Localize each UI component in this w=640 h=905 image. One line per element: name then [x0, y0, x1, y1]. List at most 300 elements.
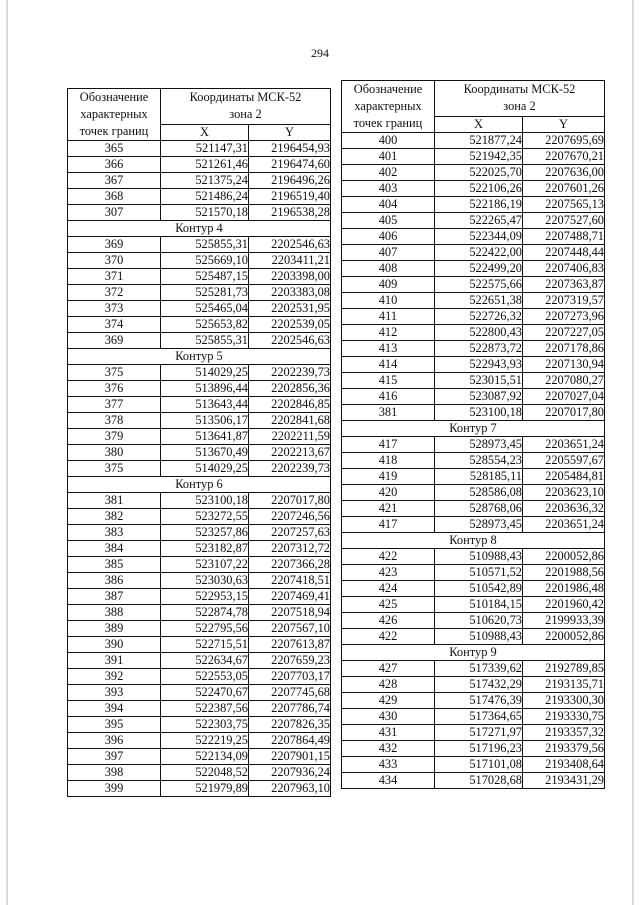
table-row: [342, 373, 605, 389]
table-row: [342, 693, 605, 709]
table-row: [68, 445, 331, 461]
coord-y: 2203398,00: [249, 269, 331, 285]
point-id: 410: [342, 293, 435, 309]
point-id: 365: [68, 141, 161, 157]
coord-y: 2196474,60: [249, 157, 331, 173]
coord-x: 510542,89: [435, 581, 523, 597]
coord-y: 2207745,68: [249, 685, 331, 701]
coord-x: 522943,93: [435, 357, 523, 373]
table-row: [342, 565, 605, 581]
point-id: 373: [68, 301, 161, 317]
coord-y: 2207130,94: [523, 357, 605, 373]
table-row: [68, 205, 331, 221]
contour-row: [342, 533, 605, 549]
header-label-line-3: точек границ: [353, 116, 423, 130]
table-row: [68, 253, 331, 269]
header-point-label: [342, 81, 435, 133]
table-row: [68, 269, 331, 285]
coord-y: 2201988,56: [523, 565, 605, 581]
point-id: 383: [68, 525, 161, 541]
point-id: 376: [68, 381, 161, 397]
coord-y: 2207448,44: [523, 245, 605, 261]
coord-y: 2201960,42: [523, 597, 605, 613]
point-id: 401: [342, 149, 435, 165]
table-row: [342, 341, 605, 357]
point-id: 380: [68, 445, 161, 461]
point-id: 413: [342, 341, 435, 357]
header-label-line-2: характерных: [80, 107, 148, 121]
contour-label: Контур 6: [68, 477, 331, 493]
coord-y: 2200052,86: [523, 629, 605, 645]
point-id: 398: [68, 765, 161, 781]
point-id: 425: [342, 597, 435, 613]
point-id: 390: [68, 637, 161, 653]
point-id: 431: [342, 725, 435, 741]
coord-x: 510620,73: [435, 613, 523, 629]
coord-y: 2207601,26: [523, 181, 605, 197]
point-id: 424: [342, 581, 435, 597]
point-id: 404: [342, 197, 435, 213]
coord-x: 522186,19: [435, 197, 523, 213]
header-y: Y: [249, 124, 331, 140]
point-id: 393: [68, 685, 161, 701]
point-id: 307: [68, 205, 161, 221]
coord-y: 2202213,67: [249, 445, 331, 461]
point-id: 391: [68, 653, 161, 669]
table-row: [342, 325, 605, 341]
coord-y: 2207017,80: [523, 405, 605, 421]
coord-x: 521147,31: [161, 141, 249, 157]
table-row: [342, 229, 605, 245]
table-row: [68, 365, 331, 381]
table-row: [342, 773, 605, 789]
contour-label: Контур 7: [342, 421, 605, 437]
point-id: 405: [342, 213, 435, 229]
coord-x: 521486,24: [161, 189, 249, 205]
coord-x: 525281,73: [161, 285, 249, 301]
coord-x: 523257,86: [161, 525, 249, 541]
table-row: [68, 237, 331, 253]
coord-x: 523100,18: [435, 405, 523, 421]
point-id: 428: [342, 677, 435, 693]
coord-y: 2193431,29: [523, 773, 605, 789]
coord-y: 2193300,30: [523, 693, 605, 709]
coord-y: 2207312,72: [249, 541, 331, 557]
coord-x: 521570,18: [161, 205, 249, 221]
header-y: Y: [523, 116, 605, 132]
coord-y: 2207469,41: [249, 589, 331, 605]
table-row: [342, 261, 605, 277]
scan-left-edge: [6, 0, 8, 905]
coord-y: 2203651,24: [523, 437, 605, 453]
coord-y: 2207901,15: [249, 749, 331, 765]
table-row: [68, 397, 331, 413]
coord-y: 2207178,86: [523, 341, 605, 357]
coord-x: 523087,92: [435, 389, 523, 405]
coord-y: 2207363,87: [523, 277, 605, 293]
coord-y: 2207826,35: [249, 717, 331, 733]
table-row: [342, 677, 605, 693]
point-id: 374: [68, 317, 161, 333]
coord-y: 2196538,28: [249, 205, 331, 221]
table-row: [68, 333, 331, 349]
table-row: [342, 517, 605, 533]
coord-y: 2201986,48: [523, 581, 605, 597]
table-row: [68, 653, 331, 669]
table-row: [342, 389, 605, 405]
table-row: [342, 613, 605, 629]
table-row: [342, 629, 605, 645]
coord-x: 525669,10: [161, 253, 249, 269]
header-title-line-2: зона 2: [503, 99, 536, 114]
table-row: [68, 749, 331, 765]
table-row: [342, 581, 605, 597]
coord-x: 525855,31: [161, 333, 249, 349]
header-coords-title: [435, 81, 605, 117]
table-row: [68, 525, 331, 541]
point-id: 408: [342, 261, 435, 277]
coord-x: 521877,24: [435, 133, 523, 149]
table-row: [342, 165, 605, 181]
coord-x: 523100,18: [161, 493, 249, 509]
point-id: 400: [342, 133, 435, 149]
point-id: 375: [68, 365, 161, 381]
point-id: 407: [342, 245, 435, 261]
coord-y: 2207518,94: [249, 605, 331, 621]
coord-y: 2202239,73: [249, 461, 331, 477]
point-id: 384: [68, 541, 161, 557]
table-row: [342, 277, 605, 293]
table-row: [68, 285, 331, 301]
table-row: [68, 429, 331, 445]
point-id: 433: [342, 757, 435, 773]
table-row: [342, 485, 605, 501]
coord-x: 522795,56: [161, 621, 249, 637]
point-id: 422: [342, 629, 435, 645]
point-id: 392: [68, 669, 161, 685]
table-row: [68, 541, 331, 557]
coord-x: 510988,43: [435, 549, 523, 565]
coord-y: 2207703,17: [249, 669, 331, 685]
point-id: 396: [68, 733, 161, 749]
contour-row: [68, 221, 331, 237]
point-id: 415: [342, 373, 435, 389]
point-id: 420: [342, 485, 435, 501]
table-row: [68, 717, 331, 733]
coord-x: 522048,52: [161, 765, 249, 781]
coord-x: 522265,47: [435, 213, 523, 229]
point-id: 426: [342, 613, 435, 629]
coord-x: 522422,00: [435, 245, 523, 261]
coordinates-table-left: [67, 88, 331, 797]
coord-x: 514029,25: [161, 365, 249, 381]
coord-x: 522344,09: [435, 229, 523, 245]
coord-x: 528768,06: [435, 501, 523, 517]
coord-x: 528973,45: [435, 437, 523, 453]
coord-y: 2203651,24: [523, 517, 605, 533]
coord-y: 2207613,87: [249, 637, 331, 653]
table-row: [342, 213, 605, 229]
coord-y: 2207695,69: [523, 133, 605, 149]
coord-x: 521979,89: [161, 781, 249, 797]
coord-y: 2207017,80: [249, 493, 331, 509]
coord-y: 2203411,21: [249, 253, 331, 269]
coord-y: 2207080,27: [523, 373, 605, 389]
coord-x: 513643,44: [161, 397, 249, 413]
point-id: 378: [68, 413, 161, 429]
coord-x: 522553,05: [161, 669, 249, 685]
coord-x: 523015,51: [435, 373, 523, 389]
coord-x: 513896,44: [161, 381, 249, 397]
coord-x: 517028,68: [435, 773, 523, 789]
table-row: [342, 357, 605, 373]
coord-x: 517364,65: [435, 709, 523, 725]
table-row: [68, 765, 331, 781]
point-id: 381: [68, 493, 161, 509]
table-row: [68, 701, 331, 717]
point-id: 377: [68, 397, 161, 413]
contour-row: [68, 477, 331, 493]
point-id: 421: [342, 501, 435, 517]
point-id: 366: [68, 157, 161, 173]
coord-y: 2193379,56: [523, 741, 605, 757]
coord-y: 2193330,75: [523, 709, 605, 725]
header-label-line-1: Обозначение: [79, 90, 149, 104]
table-row: [68, 621, 331, 637]
coord-y: 2207319,57: [523, 293, 605, 309]
coord-y: 2207366,28: [249, 557, 331, 573]
header-label-line-1: Обозначение: [353, 82, 423, 96]
table-row: [68, 733, 331, 749]
coord-y: 2202856,36: [249, 381, 331, 397]
coord-x: 510571,52: [435, 565, 523, 581]
point-id: 411: [342, 309, 435, 325]
point-id: 422: [342, 549, 435, 565]
table-row: [342, 549, 605, 565]
table-row: [342, 437, 605, 453]
point-id: 388: [68, 605, 161, 621]
point-id: 409: [342, 277, 435, 293]
coord-y: 2203623,10: [523, 485, 605, 501]
table-row: [68, 189, 331, 205]
point-id: 423: [342, 565, 435, 581]
coord-x: 510184,15: [435, 597, 523, 613]
coord-x: 522387,56: [161, 701, 249, 717]
coord-x: 528554,23: [435, 453, 523, 469]
point-id: 368: [68, 189, 161, 205]
coord-y: 2207246,56: [249, 509, 331, 525]
coord-x: 517339,62: [435, 661, 523, 677]
coord-x: 513506,17: [161, 413, 249, 429]
coord-y: 2202211,59: [249, 429, 331, 445]
coord-x: 521261,46: [161, 157, 249, 173]
header-label-line-3: точек границ: [79, 124, 149, 138]
page-number: 294: [311, 46, 329, 60]
point-id: 367: [68, 173, 161, 189]
table-row: [68, 573, 331, 589]
coord-x: 522726,32: [435, 309, 523, 325]
coord-y: 2202546,63: [249, 237, 331, 253]
coord-y: 2207406,83: [523, 261, 605, 277]
point-id: 403: [342, 181, 435, 197]
coord-y: 2196454,93: [249, 141, 331, 157]
point-id: 412: [342, 325, 435, 341]
contour-label: Контур 9: [342, 645, 605, 661]
coord-y: 2207670,21: [523, 149, 605, 165]
point-id: 402: [342, 165, 435, 181]
table-row: [68, 605, 331, 621]
scan-right-edge: [632, 0, 634, 905]
coord-x: 510988,43: [435, 629, 523, 645]
header-label-line-2: характерных: [354, 99, 422, 113]
coord-x: 522715,51: [161, 637, 249, 653]
coord-x: 522499,20: [435, 261, 523, 277]
coord-x: 514029,25: [161, 461, 249, 477]
coord-y: 2207963,10: [249, 781, 331, 797]
coord-y: 2196496,26: [249, 173, 331, 189]
coord-y: 2202846,85: [249, 397, 331, 413]
contour-label: Контур 8: [342, 533, 605, 549]
point-id: 375: [68, 461, 161, 477]
table-row: [68, 317, 331, 333]
table-row: [68, 493, 331, 509]
table-row: [68, 461, 331, 477]
coord-y: 2202531,95: [249, 301, 331, 317]
coord-x: 522873,72: [435, 341, 523, 357]
table-row: [68, 413, 331, 429]
table-row: [68, 141, 331, 157]
table-row: [342, 725, 605, 741]
table-row: [342, 501, 605, 517]
coord-y: 2203636,32: [523, 501, 605, 517]
coord-y: 2203383,08: [249, 285, 331, 301]
coord-x: 525465,04: [161, 301, 249, 317]
header-row: [342, 81, 605, 117]
table-row: [342, 293, 605, 309]
coord-x: 517196,23: [435, 741, 523, 757]
table-row: [68, 301, 331, 317]
point-id: 370: [68, 253, 161, 269]
point-id: 417: [342, 517, 435, 533]
header-point-label: [68, 89, 161, 141]
table-row: [342, 133, 605, 149]
point-id: 389: [68, 621, 161, 637]
table-row: [342, 181, 605, 197]
coord-x: 528185,11: [435, 469, 523, 485]
table-row: [342, 453, 605, 469]
coord-y: 2193408,64: [523, 757, 605, 773]
table-row: [342, 149, 605, 165]
coord-y: 2193357,32: [523, 725, 605, 741]
coord-x: 522025,70: [435, 165, 523, 181]
coord-y: 2202841,68: [249, 413, 331, 429]
coord-x: 513670,49: [161, 445, 249, 461]
right-table-body: [342, 133, 605, 789]
coord-y: 2207227,05: [523, 325, 605, 341]
point-id: 379: [68, 429, 161, 445]
table-row: [68, 173, 331, 189]
point-id: 432: [342, 741, 435, 757]
coord-y: 2207527,60: [523, 213, 605, 229]
table-row: [342, 597, 605, 613]
table-row: [342, 309, 605, 325]
coord-x: 522651,38: [435, 293, 523, 309]
table-row: [68, 669, 331, 685]
coord-x: 522303,75: [161, 717, 249, 733]
table-row: [342, 741, 605, 757]
coord-x: 517476,39: [435, 693, 523, 709]
table-row: [342, 469, 605, 485]
coord-y: 2192789,85: [523, 661, 605, 677]
table-row: [68, 589, 331, 605]
point-id: 387: [68, 589, 161, 605]
coord-x: 522470,67: [161, 685, 249, 701]
point-id: 371: [68, 269, 161, 285]
coord-y: 2207257,63: [249, 525, 331, 541]
coord-y: 2205484,81: [523, 469, 605, 485]
coord-y: 2196519,40: [249, 189, 331, 205]
coord-y: 2193135,71: [523, 677, 605, 693]
header-title-line-1: Координаты МСК-52: [463, 82, 576, 97]
table-row: [342, 757, 605, 773]
coord-x: 522106,26: [435, 181, 523, 197]
header-title-line-1: Координаты МСК-52: [189, 90, 302, 105]
contour-label: Контур 5: [68, 349, 331, 365]
coord-x: 513641,87: [161, 429, 249, 445]
coord-x: 522800,43: [435, 325, 523, 341]
table-row: [68, 685, 331, 701]
point-id: 406: [342, 229, 435, 245]
table-row: [68, 157, 331, 173]
point-id: 386: [68, 573, 161, 589]
table-row: [342, 405, 605, 421]
point-id: 397: [68, 749, 161, 765]
point-id: 416: [342, 389, 435, 405]
coord-y: 2207418,51: [249, 573, 331, 589]
coord-y: 2202239,73: [249, 365, 331, 381]
coord-y: 2199933,39: [523, 613, 605, 629]
point-id: 427: [342, 661, 435, 677]
table-row: [68, 781, 331, 797]
point-id: 430: [342, 709, 435, 725]
contour-label: Контур 4: [68, 221, 331, 237]
point-id: 399: [68, 781, 161, 797]
coord-x: 523182,87: [161, 541, 249, 557]
point-id: 417: [342, 437, 435, 453]
left-table-body: [68, 141, 331, 797]
contour-row: [342, 645, 605, 661]
coord-y: 2207565,13: [523, 197, 605, 213]
coord-y: 2207488,71: [523, 229, 605, 245]
coord-x: 521375,24: [161, 173, 249, 189]
coord-x: 525855,31: [161, 237, 249, 253]
point-id: 382: [68, 509, 161, 525]
point-id: 395: [68, 717, 161, 733]
contour-row: [342, 421, 605, 437]
coord-x: 522219,25: [161, 733, 249, 749]
coord-y: 2207273,96: [523, 309, 605, 325]
point-id: 369: [68, 237, 161, 253]
table-row: [68, 509, 331, 525]
table-row: [342, 245, 605, 261]
coord-x: 517101,08: [435, 757, 523, 773]
coordinates-table-right: [341, 80, 605, 789]
coord-y: 2207567,10: [249, 621, 331, 637]
table-row: [342, 709, 605, 725]
table-row: [68, 381, 331, 397]
point-id: 385: [68, 557, 161, 573]
coord-y: 2205597,67: [523, 453, 605, 469]
